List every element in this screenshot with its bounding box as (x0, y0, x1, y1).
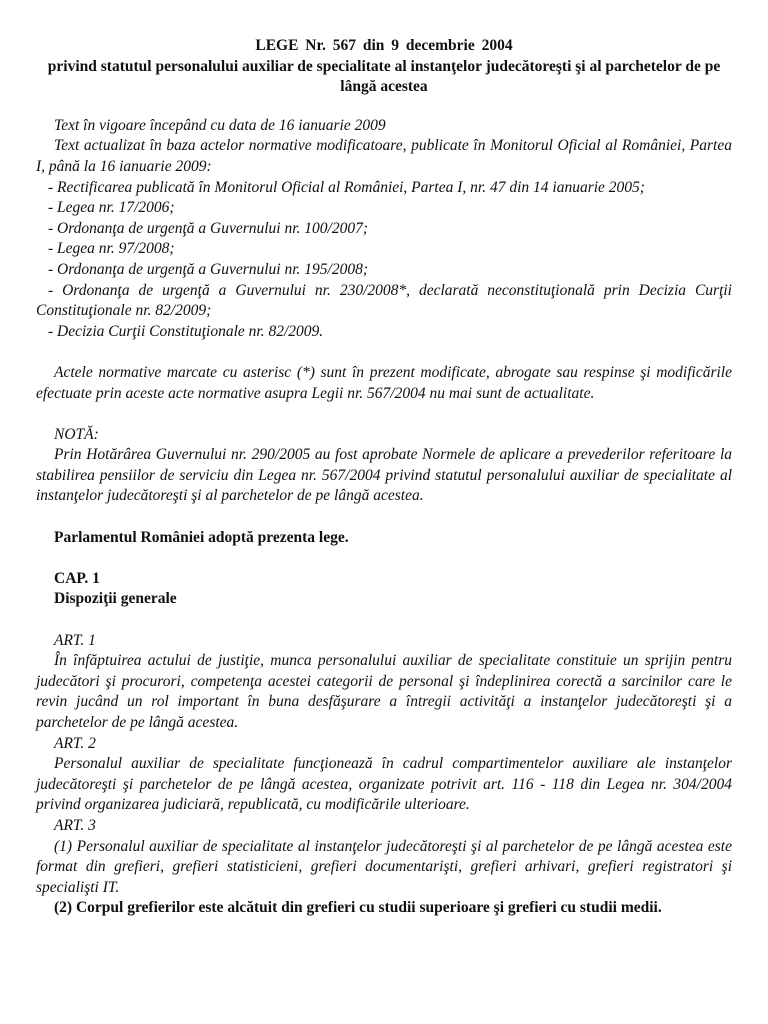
amendment-item: - Decizia Curţii Constituţionale nr. 82/2009. (48, 322, 324, 340)
amendment-item: - Rectificarea publicată în Monitorul Oficial al României, Partea I, nr. 47 din 14 ianuarie 2005; (48, 178, 645, 196)
article-label: ART. 2 (54, 734, 96, 752)
law-title: LEGE Nr. 567 din 9 decembrie 2004 (255, 37, 513, 54)
article-paragraph: (1) Personalul auxiliar de specialitate al instanţelor judecătoreşti şi al parchetelor de pe lângă acestea este format din grefieri, grefieri statisticieni, grefieri documentarişti, grefieri arhivari, grefieri registratori şi specialişti IT. (36, 837, 732, 896)
amendment-item: - Ordonanţa de urgenţă a Guvernului nr. 100/2007; (48, 219, 369, 237)
law-subtitle: privind statutul personalului auxiliar de specialitate al instanţelor judecătoreşti şi al parchetelor de pe lângă acestea (47, 57, 721, 96)
in-force-text: Text în vigoare începând cu data de 16 ianuarie 2009 (54, 116, 386, 134)
document-page (36, 36, 732, 919)
adoption-statement: Parlamentul României adoptă prezenta lege. (54, 528, 349, 546)
article-label: ART. 3 (54, 816, 96, 834)
amendment-item: - Ordonanţa de urgenţă a Guvernului nr. 195/2008; (48, 260, 369, 278)
amendment-item: - Legea nr. 97/2008; (48, 240, 175, 258)
article-paragraph: (2) Corpul grefierilor este alcătuit din grefieri cu studii superioare şi grefieri cu studii medii. (54, 899, 662, 917)
updated-text: Text actualizat în baza actelor normative modificatoare, publicate în Monitorul Oficial al României, Partea I, până la 16 ianuarie 2009: (36, 137, 732, 175)
note-label: NOTĂ: (54, 425, 99, 443)
article-label: ART. 1 (54, 631, 96, 649)
amendment-item: - Ordonanţa de urgenţă a Guvernului nr. 230/2008*, declarată neconstituţională prin Decizia Curţii Constituţionale nr. 82/2009; (36, 281, 732, 320)
chapter-title: Dispoziţii generale (54, 590, 177, 608)
article-text: Personalul auxiliar de specialitate funcţionează în cadrul compartimentelor auxiliare ale instanţelor judecătoreşti şi parchetelor de pe lângă acestea, organizate potrivit art. 116 - 118 din Legea nr. 304/2004 privind organizarea judiciară, republicată, cu modificările ulterioare. (36, 755, 732, 814)
article-text: În înfăptuirea actului de justiţie, munca personalului auxiliar de specialitate constituie un sprijin pentru judecători şi procurori, competenţa acestei categorii de personal şi îndeplinirea corectă a sarcinilor care le revin jucând un rol important în buna desfăşurare a întregii activităţi a instanţelor judecătoreşti şi a parchetelor de pe lângă acestea. (36, 652, 732, 731)
chapter-number: CAP. 1 (54, 569, 100, 587)
amendment-item: - Legea nr. 17/2006; (48, 199, 175, 217)
asterisk-note: Actele normative marcate cu asterisc (*) sunt în prezent modificate, abrogate sau respinse şi modificările efectuate prin aceste acte normative asupra Legii nr. 567/2004 nu mai sunt de actualitate. (36, 363, 732, 402)
note-text: Prin Hotărârea Guvernului nr. 290/2005 au fost aprobate Normele de aplicare a prevederilor referitoare la stabilirea pensiilor de serviciu din Legea nr. 567/2004 privind statutul personalului auxiliar de specialitate al instanţelor judecătoreşti şi al parchetelor de pe lângă acestea. (36, 446, 732, 505)
law-header (36, 36, 732, 98)
